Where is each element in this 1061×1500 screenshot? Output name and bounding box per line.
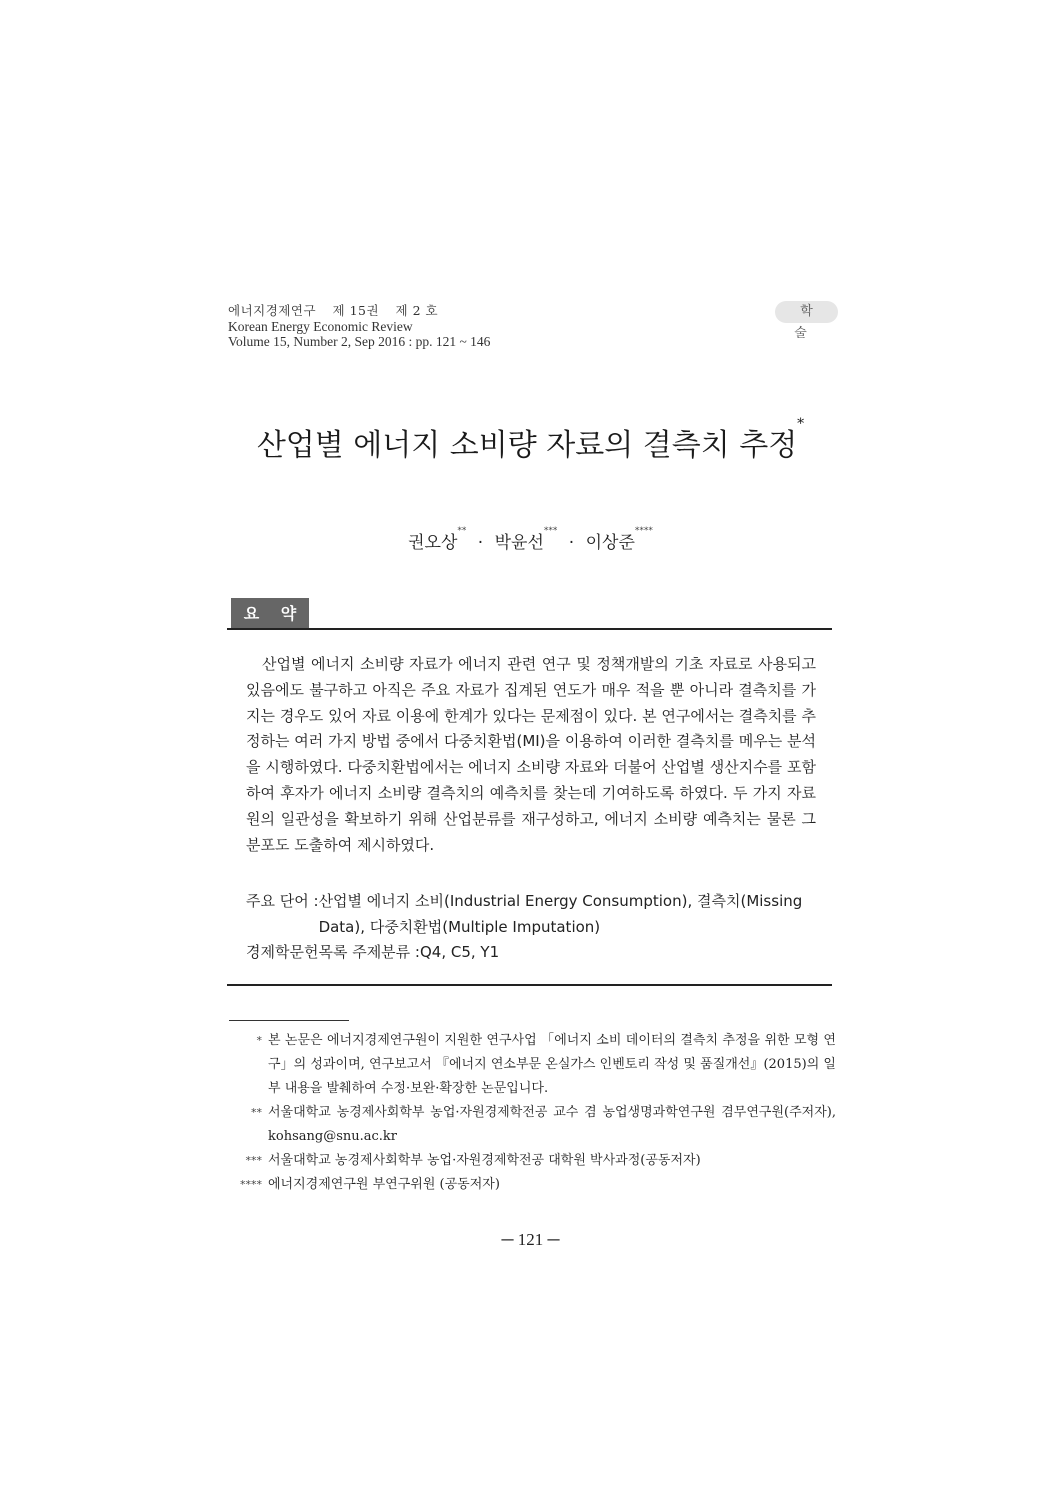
abstract-top-rule	[227, 628, 832, 630]
title-footnote-mark: *	[797, 416, 805, 432]
author-name: 박윤선	[494, 533, 544, 553]
jel-row	[246, 940, 821, 966]
journal-korean-number: 제 2 호	[395, 303, 439, 318]
footnote-item	[228, 1149, 836, 1173]
jel-value: Q4, C5, Y1	[419, 943, 500, 961]
author-separator: ·	[568, 533, 575, 553]
footnote-item	[228, 1101, 836, 1149]
footnote-text: 서울대학교 농경제사회학부 농업·자원경제학전공 교수 겸 농업생명과학연구원 겸무연구원(주저자), kohsang@snu.ac.kr	[268, 1105, 836, 1144]
footnote-text: 서울대학교 농경제사회학부 농업·자원경제학전공 대학원 박사과정(공동저자)	[268, 1153, 701, 1168]
author-footnote-mark: ***	[543, 526, 558, 536]
page-number: ─ 121 ─	[501, 1230, 560, 1249]
category-badge: 학 술	[775, 301, 838, 323]
footnote-mark: ****	[240, 1178, 262, 1191]
journal-english-name: Korean Energy Economic Review	[228, 319, 413, 334]
journal-korean-line	[228, 303, 490, 319]
keywords-row	[246, 889, 821, 940]
footnote-text: 본 논문은 에너지경제연구원이 지원한 연구사업 「에너지 소비 데이터의 결측치 추정을 위한 모형 연구」의 성과이며, 연구보고서 『에너지 연소부문 온실가스 인벤토리 작성 및 품질개선』(2015)의 일부 내용을 발췌하여 수정·보완·확장한 논문입니다.	[268, 1033, 836, 1096]
journal-english-issue: Volume 15, Number 2, Sep 2016 : pp. 121 ~ 146	[228, 334, 491, 349]
footnote-mark: **	[251, 1106, 262, 1119]
keywords-label: 주요 단어 :	[246, 892, 319, 910]
author-list	[0, 528, 1061, 553]
paper-title	[0, 416, 1061, 464]
author-name: 권오상	[408, 533, 458, 553]
jel-label: 경제학문헌목록 주제분류 :	[246, 943, 420, 961]
journal-korean-name: 에너지경제연구	[228, 303, 317, 318]
footnote-text: 에너지경제연구원 부연구위원 (공동저자)	[268, 1177, 500, 1192]
keywords-block	[246, 889, 821, 966]
abstract-heading: 요 약	[231, 598, 309, 629]
paper-title-text: 산업별 에너지 소비량 자료의 결측치 추정	[256, 428, 798, 463]
footnote-mark: *	[256, 1034, 262, 1047]
keywords-value: 산업별 에너지 소비(Industrial Energy Consumption), 결측치(Missing Data), 다중치환법(Multiple Imputation)	[318, 892, 803, 936]
footnotes	[228, 1029, 836, 1197]
footnote-item	[228, 1029, 836, 1101]
footnote-item	[228, 1173, 836, 1197]
author-separator: ·	[477, 533, 484, 553]
journal-header	[228, 303, 490, 349]
footnote-rule	[229, 1020, 349, 1021]
author-footnote-mark: ****	[634, 526, 653, 536]
journal-korean-volume: 제 15권	[332, 303, 380, 318]
abstract-body: 산업별 에너지 소비량 자료가 에너지 관련 연구 및 정책개발의 기초 자료로 사용되고 있음에도 불구하고 아직은 주요 자료가 집계된 연도가 매우 적을 뿐 아니라 결측치를 가지는 경우도 있어 자료 이용에 한계가 있다는 문제점이 있다. 본 연구에서는 결측치를 추정하는 여러 가지 방법 중에서 다중치환법(MI)을 이용하여 이러한 결측치를 메우는 분석을 시행하였다. 다중치환법에서는 에너지 소비량 자료와 더불어 산업별 생산지수를 포함하여 후자가 에너지 소비량 결측치의 예측치를 찾는데 기여하도록 하였다. 두 가지 자료원의 일관성을 확보하기 위해 산업분류를 재구성하고, 에너지 소비량 예측치는 물론 그 분포도 도출하여 제시하였다.	[246, 655, 816, 854]
footnote-mark: ***	[245, 1154, 262, 1167]
abstract-bottom-rule	[227, 984, 832, 986]
author-footnote-mark: **	[457, 526, 467, 536]
author-name: 이상준	[585, 533, 635, 553]
